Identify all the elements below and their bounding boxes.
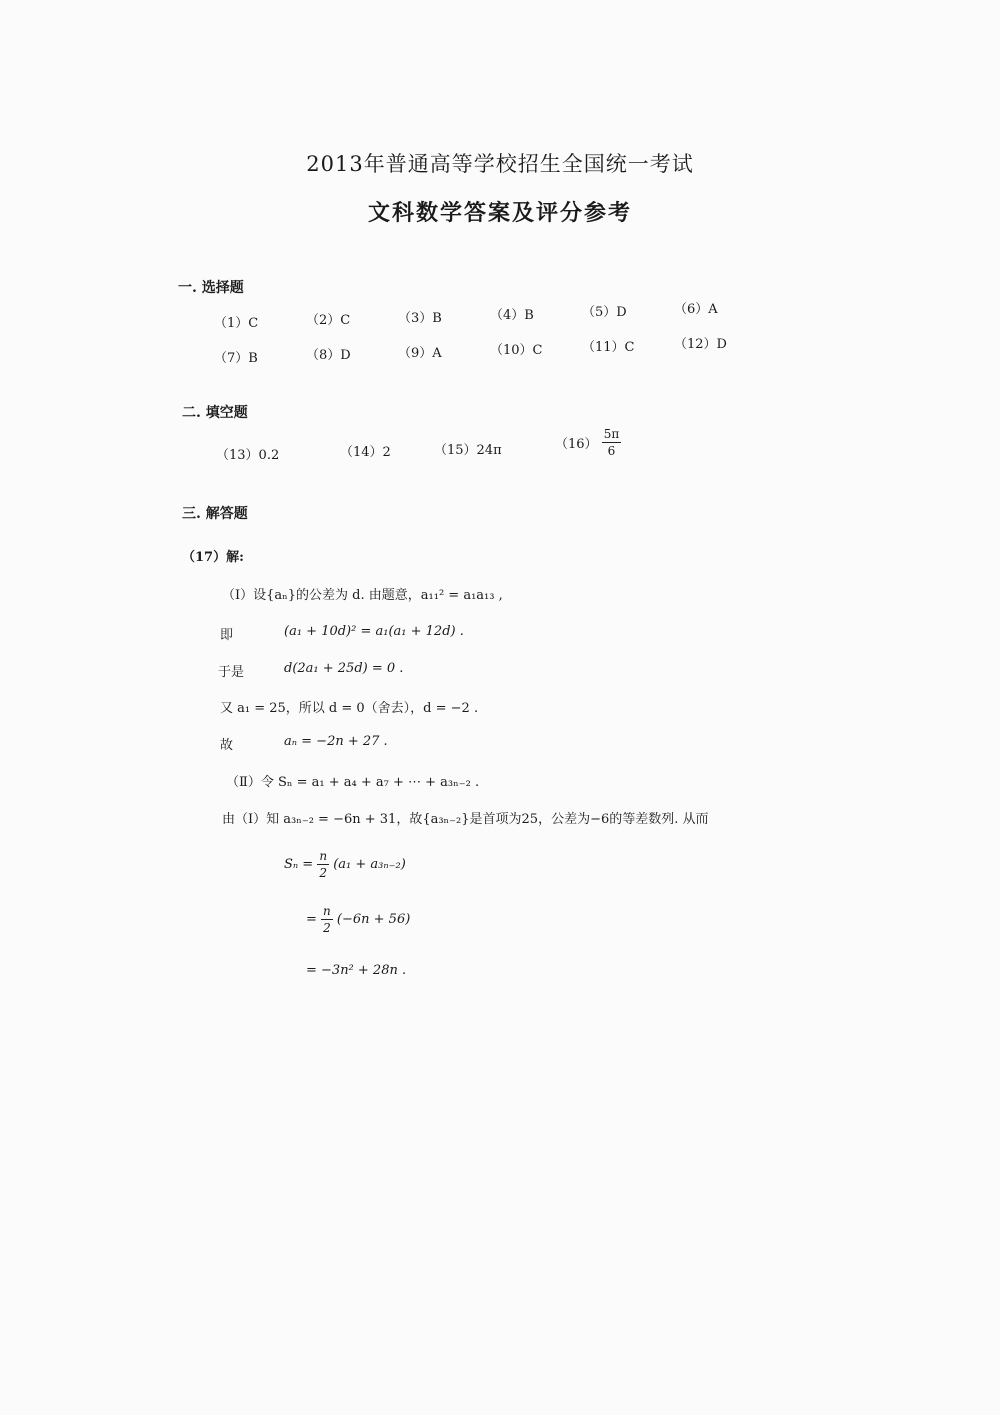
sum-lhs: Sₙ = xyxy=(284,857,314,872)
sum-fraction-2-numerator: n xyxy=(323,904,331,918)
sum-equation-2-rest: (−6n + 56) xyxy=(336,912,411,927)
answer-11: （11）C xyxy=(582,340,635,355)
answer-16-denominator: 6 xyxy=(607,444,616,458)
sum-fraction-2-denominator: 2 xyxy=(323,921,331,935)
sum-equation-1 xyxy=(284,848,406,881)
sum-equation-2 xyxy=(306,903,410,936)
solution-line-5: aₙ = −2n + 27 . xyxy=(284,734,388,749)
solution-line-2-label: 即 xyxy=(220,628,234,643)
section-heading-solutions: 三. 解答题 xyxy=(182,506,248,522)
answer-9: （9）A xyxy=(398,346,442,361)
section-heading-fill: 二. 填空题 xyxy=(182,405,248,421)
answer-2: （2）C xyxy=(306,313,351,328)
answer-10: （10）C xyxy=(490,343,543,358)
sum-equation-2-equals: = xyxy=(306,912,317,927)
sum-fraction-1 xyxy=(317,848,329,881)
answer-16 xyxy=(555,426,621,459)
sum-equation-1-rest: (a₁ + a₃ₙ₋₂) xyxy=(333,857,406,872)
sum-fraction-2 xyxy=(321,903,333,936)
answer-key-title: 文科数学答案及评分参考 xyxy=(367,200,632,226)
exam-title: 2013年普通高等学校招生全国统一考试 xyxy=(306,152,694,176)
answer-1: （1）C xyxy=(214,316,259,331)
answer-16-fraction xyxy=(602,426,622,459)
sum-fraction-1-numerator: n xyxy=(319,849,328,863)
solution-line-4: 又 a₁ = 25，所以 d = 0（舍去），d = −2 . xyxy=(220,701,479,716)
question-17-label: （17）解: xyxy=(182,550,244,565)
answer-12: （12）D xyxy=(674,337,727,352)
solution-line-1: （Ⅰ）设{aₙ}的公差为 d. 由题意，a₁₁² = a₁a₁₃ , xyxy=(222,588,503,603)
solution-line-3-label: 于是 xyxy=(218,665,245,680)
solution-line-5-label: 故 xyxy=(220,738,234,753)
answer-3: （3）B xyxy=(398,311,442,326)
sum-equation-3: = −3n² + 28n . xyxy=(306,963,407,978)
answer-16-label: （16） xyxy=(555,437,598,452)
answer-8: （8）D xyxy=(306,348,351,363)
solution-line-2: (a₁ + 10d)² = a₁(a₁ + 12d) . xyxy=(284,624,464,639)
answer-4: （4）B xyxy=(490,308,534,323)
solution-line-6: （Ⅱ）令 Sₙ = a₁ + a₄ + a₇ + ⋯ + a₃ₙ₋₂ . xyxy=(226,775,480,790)
answer-15: （15）24π xyxy=(434,443,502,458)
answer-5: （5）D xyxy=(582,305,627,320)
section-heading-choice: 一. 选择题 xyxy=(178,280,244,296)
answer-6: （6）A xyxy=(674,302,718,317)
solution-line-7: 由（Ⅰ）知 a₃ₙ₋₂ = −6n + 31，故{a₃ₙ₋₂}是首项为25，公差为−6的等差数列. 从而 xyxy=(222,812,709,827)
answer-14: （14）2 xyxy=(340,445,391,460)
solution-line-3: d(2a₁ + 25d) = 0 . xyxy=(284,661,404,676)
answer-13: （13）0.2 xyxy=(216,448,280,463)
answer-7: （7）B xyxy=(214,351,258,366)
sum-fraction-1-denominator: 2 xyxy=(319,866,328,880)
answer-16-numerator: 5π xyxy=(603,427,620,441)
